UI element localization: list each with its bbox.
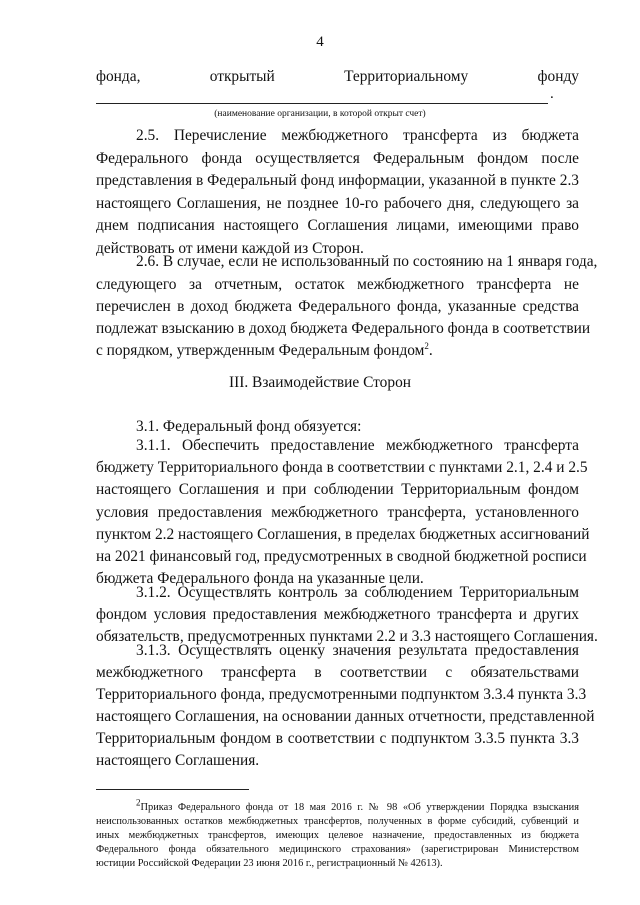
footnote-line: Федерального фонда обязательного медицинского страхования» (зарегистрирован Министерством — [96, 844, 579, 855]
paragraph-line: бюджету Территориального фонда в соответствии с пунктами 2.1, 2.4 и 2.5 — [96, 459, 588, 476]
footnote-reference: 2 — [424, 340, 429, 351]
paragraph-line: 3.1. Федеральный фонд обязуется: — [136, 418, 362, 435]
paragraph-line: обязательств, предусмотренных пунктами 2.2 и 3.3 настоящего Соглашения. — [96, 628, 598, 645]
section-heading: III. Взаимодействие Сторон — [228, 374, 412, 391]
paragraph-line: настоящего Соглашения, не позднее 10-го рабочего дня, следующего за — [96, 195, 579, 212]
paragraph-line: 2.5. Перечисление межбюджетного трансферта из бюджета — [136, 127, 579, 144]
paragraph-line: фондом условия предоставления межбюджетного трансферта и других — [96, 606, 579, 623]
footnote-separator — [96, 789, 249, 790]
blank-underline — [96, 103, 548, 104]
paragraph-line: настоящего Соглашения, на основании данных отчетности, представленной — [96, 708, 595, 725]
paragraph-line: настоящего Соглашения и при соблюдении Территориальным фондом — [96, 481, 579, 498]
paragraph-line: Территориальным фондом в соответствии с подпунктом 3.3.5 пункта 3.3 — [96, 730, 579, 747]
paragraph-line: с порядком, утвержденным Федеральным фондом$^2$. — [96, 340, 433, 359]
paragraph-line: 2.6. В случае, если не использованный по состоянию на 1 января года, — [136, 253, 598, 270]
footnote-line: $^2$Приказ Федерального фонда от 18 мая 2016 г. № 98 «Об утверждении Порядка взыскания — [136, 797, 579, 813]
paragraph-line: перечислен в доход бюджета Федерального фонда, указанные средства — [96, 298, 579, 315]
paragraph-line: днем подписания настоящего Соглашения лицами, имеющими право — [96, 217, 579, 234]
paragraph-line: 3.1.3. Осуществлять оценку значения результата предоставления — [136, 642, 579, 659]
footnote-line: неиспользованных остатков межбюджетных трансфертов, полученных в форме субсидий, субвенций и — [96, 816, 579, 827]
paragraph-line: представления в Федеральный фонд информации, указанной в пункте 2.3 — [96, 172, 579, 189]
paragraph-line: пунктом 2.2 настоящего Соглашения, в пределах бюджетных ассигнований — [96, 526, 590, 543]
footnote-line: юстиции Российской Федерации 23 июня 2016 г., регистрационный № 42613). — [96, 858, 443, 869]
paragraph-line: настоящего Соглашения. — [96, 752, 260, 769]
paragraph-line: 3.1.1. Обеспечить предоставление межбюджетного трансферта — [136, 437, 579, 454]
footnote-line: иных межбюджетных трансфертов, имеющих целевое назначение, предоставленных из бюджета — [96, 830, 579, 841]
paragraph-line: 3.1.2. Осуществлять контроль за соблюдением Территориальным — [136, 584, 579, 601]
paragraph-line: Территориального фонда, предусмотренными подпунктом 3.3.4 пункта 3.3 — [96, 686, 587, 703]
paragraph-line: следующего за отчетным, остаток межбюджетного трансферта не — [96, 276, 579, 293]
paragraph-line: действовать от имени каждой из Сторон. — [96, 240, 364, 257]
paragraph-line: Федерального фонда осуществляется Федеральным фондом после — [96, 150, 579, 167]
paragraph-line: фонда, открытый Территориальному фонду — [96, 68, 579, 85]
paragraph-line: подлежат взысканию в доход бюджета Федерального фонда в соответствии — [96, 320, 591, 337]
underline-caption: (наименование организации, в которой открыт счет) — [214, 109, 426, 119]
footnote-marker: 2 — [136, 797, 141, 808]
underline-period: . — [550, 86, 554, 102]
paragraph-line: межбюджетного трансферта в соответствии с обязательствами — [96, 664, 579, 681]
paragraph-line: бюджета Федерального фонда на указанные цели. — [96, 570, 424, 587]
page-number: 4 — [316, 34, 324, 50]
paragraph-line: на 2021 финансовый год, предусмотренных в сводной бюджетной росписи — [96, 548, 587, 565]
paragraph-line: условия предоставления межбюджетного трансферта, установленного — [96, 504, 579, 521]
